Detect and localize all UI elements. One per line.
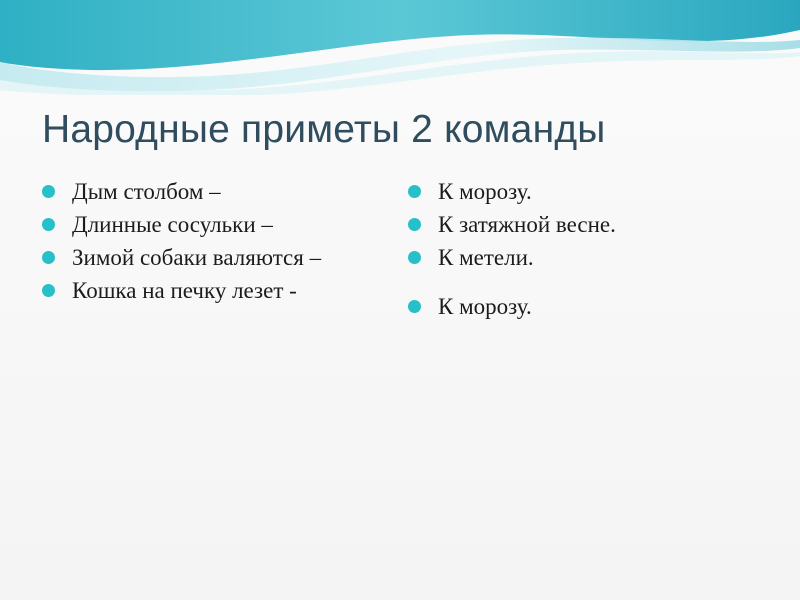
- page-title: Народные приметы 2 команды: [42, 108, 606, 151]
- list-item: [42, 241, 392, 274]
- sign-text: Зимой собаки валяются –: [72, 245, 322, 270]
- header-wave-decoration: [0, 0, 800, 95]
- meaning-text: К затяжной весне.: [438, 212, 616, 237]
- list-item: [408, 208, 768, 241]
- signs-list: [42, 175, 392, 307]
- list-item: [42, 208, 392, 241]
- sign-text: Дым столбом –: [72, 179, 221, 204]
- meaning-text: К морозу.: [438, 179, 532, 204]
- sign-text: Кошка на печку лезет -: [72, 278, 297, 303]
- bullet-dot-icon: [408, 185, 421, 198]
- bullet-dot-icon: [408, 300, 421, 313]
- bullet-dot-icon: [408, 251, 421, 264]
- list-item: [408, 290, 768, 323]
- spacer: [408, 274, 768, 290]
- meaning-text: К метели.: [438, 245, 534, 270]
- list-item: [42, 175, 392, 208]
- list-item: [42, 274, 392, 307]
- bullet-dot-icon: [42, 251, 55, 264]
- list-item: [408, 241, 768, 274]
- bullet-dot-icon: [408, 218, 421, 231]
- bullet-dot-icon: [42, 218, 55, 231]
- bullet-dot-icon: [42, 185, 55, 198]
- meanings-list: [408, 175, 768, 323]
- sign-text: Длинные сосульки –: [72, 212, 273, 237]
- meaning-text: К морозу.: [438, 294, 532, 319]
- list-item: [408, 175, 768, 208]
- bullet-dot-icon: [42, 284, 55, 297]
